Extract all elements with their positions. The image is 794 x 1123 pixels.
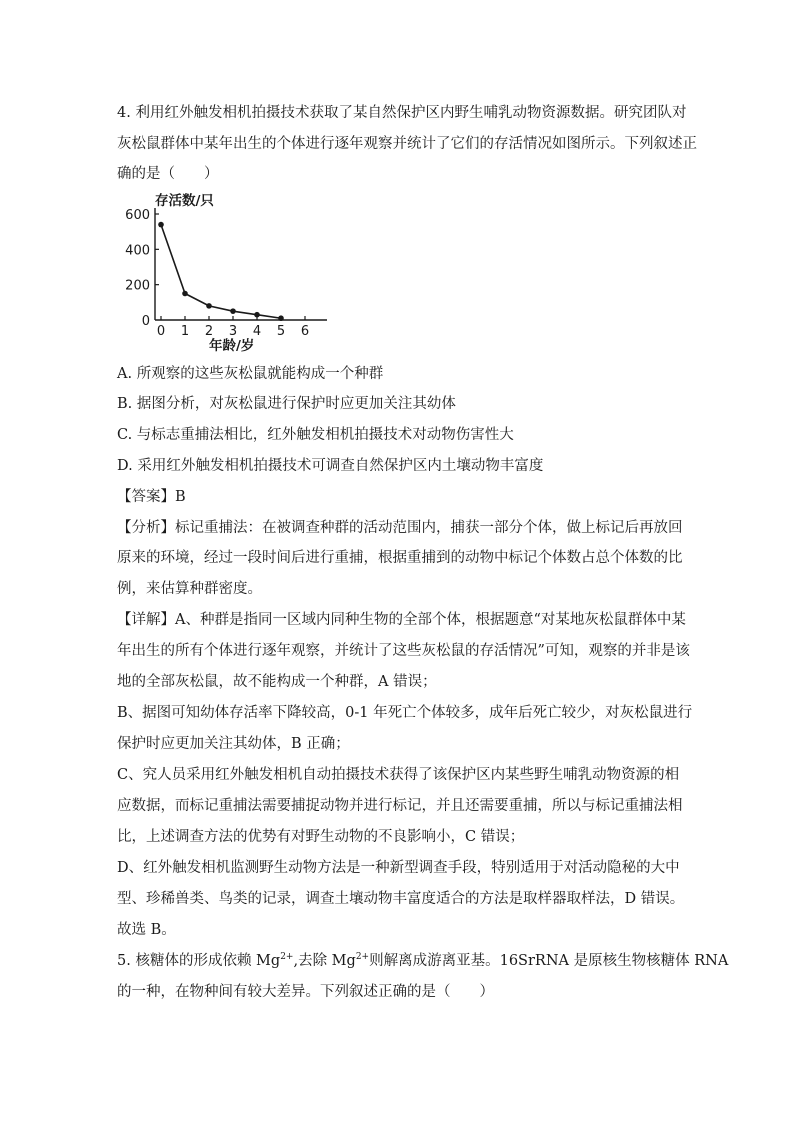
- q4-detail-line-2: 年出生的所有个体进行逐年观察，并统计了这些灰松鼠的存活情况”可知，观察的并非是该: [117, 643, 690, 659]
- y-tick-label: 400: [125, 243, 150, 259]
- q4-detail-line-3: 地的全部灰松鼠，故不能构成一个种群，A 错误；: [117, 674, 437, 690]
- q4-stem-line-1: 4. 利用红外触发相机拍摄技术获取了某自然保护区内野生哺乳动物资源数据。研究团队对: [117, 105, 687, 121]
- q4-option-b: B. 据图分析，对灰松鼠进行保护时应更加关注其幼体: [117, 396, 456, 412]
- q4-stem-line-3: 确的是（ ）: [117, 166, 219, 182]
- q4-option-a: A. 所观察的这些灰松鼠就能构成一个种群: [117, 366, 384, 382]
- x-axis-label: 年龄/岁: [209, 338, 255, 354]
- x-tick-label: 5: [276, 324, 286, 339]
- chart-axes: [155, 208, 327, 320]
- q4-detail-line-7: 应数据，而标记重捕法需要捕捉动物并进行标记，并且还需要重捕，所以与标记重捕法相: [117, 798, 683, 814]
- data-point: [182, 291, 188, 297]
- q5-stem-line-2: 的一种，在物种间有较大差异。下列叙述正确的是（ ）: [117, 984, 494, 1000]
- q4-detail-line-8: 比，上述调查方法的优势有对野生动物的不良影响小，C 错误；: [117, 829, 525, 845]
- q4-analysis-line-1: 【分析】标记重捕法：在被调查种群的活动范围内，捕获一部分个体，做上标记后再放回: [117, 520, 683, 536]
- q4-option-c: C. 与标志重捕法相比，红外触发相机拍摄技术对动物伤害性大: [117, 427, 514, 443]
- y-tick-label: 600: [125, 208, 150, 223]
- q5-text-part-3: 则解离成游离亚基。16SrRNA 是原核生物核糖体 RNA: [369, 953, 729, 969]
- x-tick-label: 0: [156, 324, 166, 339]
- q5-superscript-1: 2+: [280, 952, 294, 963]
- q5-stem-line-1: [117, 951, 728, 971]
- q4-detail-line-11: 故选 B。: [117, 922, 176, 938]
- data-point: [206, 303, 212, 309]
- q4-analysis-line-2: 原来的环境，经过一段时间后进行重捕，根据重捕到的动物中标记个体数占总个体数的比: [117, 550, 683, 566]
- data-point: [278, 315, 284, 321]
- q5-superscript-2: 2+: [355, 952, 370, 963]
- x-tick-label: 3: [228, 324, 238, 339]
- q4-detail-line-5: 保护时应更加关注其幼体，B 正确；: [117, 736, 350, 752]
- q4-stem-line-2: 灰松鼠群体中某年出生的个体进行逐年观察并统计了它们的存活情况如图所示。下列叙述正: [117, 136, 697, 152]
- data-point: [158, 222, 164, 228]
- data-point: [254, 312, 260, 318]
- y-tick-label: 0: [141, 314, 150, 329]
- survival-curve: [161, 225, 281, 319]
- y-axis-label: 存活数/只: [155, 193, 214, 209]
- q4-detail-line-1: 【详解】A、种群是指同一区域内同种生物的全部个体，根据题意“对某地灰松鼠群体中某: [117, 612, 686, 628]
- chart-series: [158, 222, 284, 321]
- q4-option-d: D. 采用红外触发相机拍摄技术可调查自然保护区内土壤动物丰富度: [117, 458, 544, 474]
- q4-analysis-line-3: 例，来估算种群密度。: [117, 581, 262, 597]
- q4-detail-line-6: C、究人员采用红外触发相机自动拍摄技术获得了该保护区内某些野生哺乳动物资源的相: [117, 767, 680, 783]
- q5-text-part-2: ,去除 Mg: [293, 953, 356, 969]
- q5-text-part-1: 5. 核糖体的形成依赖 Mg: [117, 953, 281, 969]
- x-tick-label: 6: [300, 324, 310, 339]
- x-tick-label: 4: [252, 324, 262, 339]
- x-tick-label: 1: [180, 324, 190, 339]
- q4-answer: 【答案】B: [117, 489, 186, 505]
- q4-detail-line-4: B、据图可知幼体存活率下降较高，0-1 年死亡个体较多，成年后死亡较少，对灰松鼠进行: [117, 705, 693, 721]
- q4-detail-line-10: 型、珍稀兽类、鸟类的记录，调查土壤动物丰富度适合的方法是取样器取样法，D 错误。: [117, 891, 685, 907]
- q4-detail-line-9: D、红外触发相机监测野生动物方法是一种新型调查手段，特别适用于对活动隐秘的大中: [117, 860, 680, 876]
- y-tick-label: 200: [125, 278, 150, 294]
- x-tick-label: 2: [204, 324, 214, 339]
- survival-chart: [117, 188, 347, 360]
- data-point: [230, 308, 236, 314]
